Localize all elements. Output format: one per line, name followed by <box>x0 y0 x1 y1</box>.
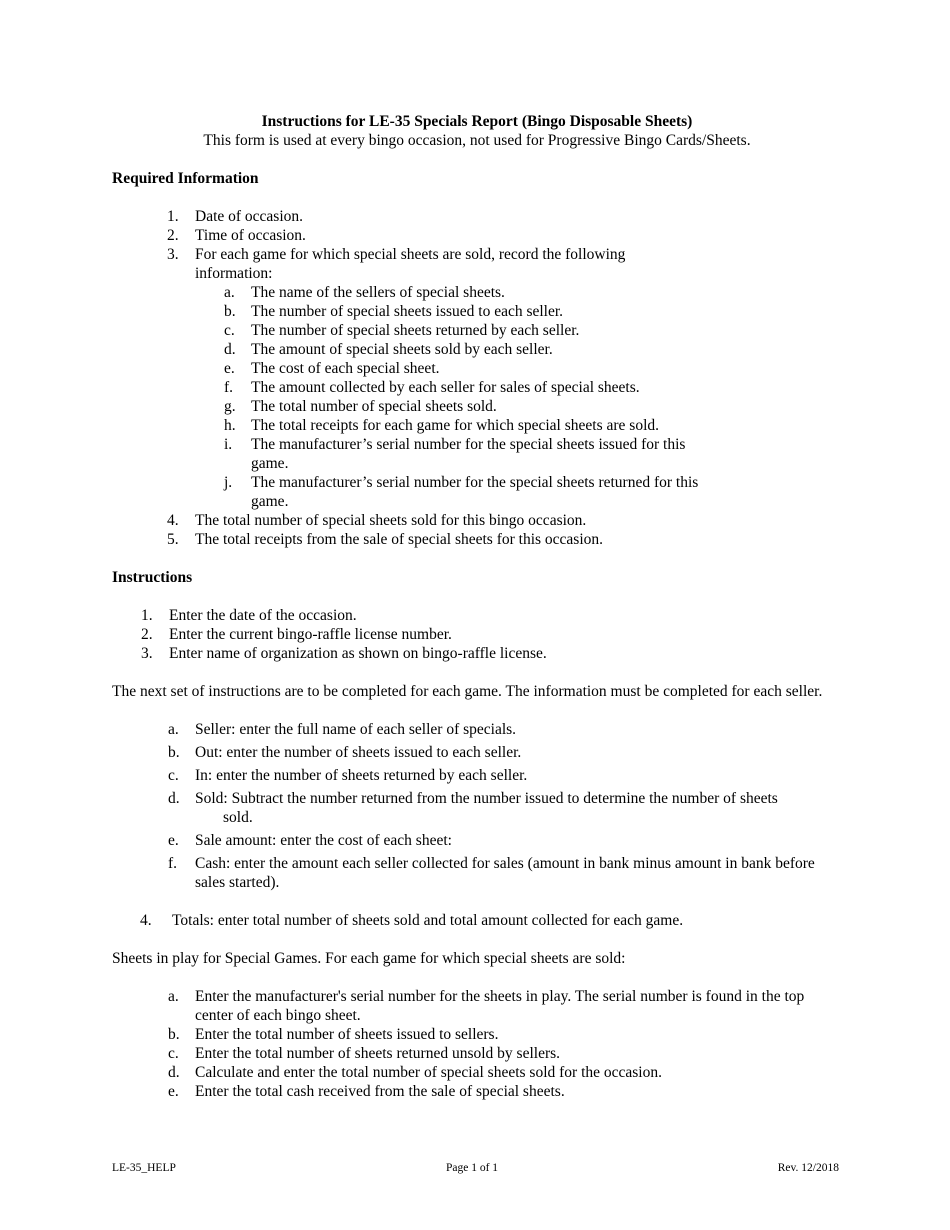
totals-instruction: 4. Totals: enter total number of sheets sold and total amount collected for each game. <box>140 912 684 929</box>
list-item: a. Enter the manufacturer's serial number for the sheets in play. The serial number is found in the top center of each bingo sheet. <box>168 988 805 1024</box>
instructions-heading: Instructions <box>112 569 193 586</box>
list-item: d. The amount of special sheets sold by each seller. <box>224 341 553 358</box>
list-item: f. The amount collected by each seller for sales of special sheets. <box>224 379 640 396</box>
document-title: Instructions for LE-35 Specials Report (Bingo Disposable Sheets) <box>261 113 693 130</box>
list-item: g. The total number of special sheets sold. <box>224 398 497 415</box>
document-subtitle: This form is used at every bingo occasion, not used for Progressive Bingo Cards/Sheets. <box>203 132 751 149</box>
list-item: 3. Enter name of organization as shown on bingo-raffle license. <box>141 645 547 662</box>
instructions-list <box>112 606 842 663</box>
list-item: e. The cost of each special sheet. <box>224 360 440 377</box>
list-item: d. Sold: Subtract the number returned from the number issued to determine the number of sheets sold. <box>168 790 778 826</box>
list-item: a. Seller: enter the full name of each seller of specials. <box>168 721 517 738</box>
page-number: Page 1 of 1 <box>446 1162 499 1174</box>
list-item: j. The manufacturer’s serial number for the special sheets returned for this game. <box>224 474 699 510</box>
required-info-heading: Required Information <box>112 170 259 187</box>
list-item: i. The manufacturer’s serial number for the special sheets issued for this game. <box>224 436 686 472</box>
list-item: 2. Enter the current bingo-raffle license number. <box>141 626 452 643</box>
list-item: 1. Enter the date of the occasion. <box>141 607 357 624</box>
list-item: b. Out: enter the number of sheets issued to each seller. <box>168 744 522 761</box>
document-page <box>112 112 842 1117</box>
list-item: f. Cash: enter the amount each seller collected for sales (amount in bank minus amount in bank before sales started). <box>168 855 815 891</box>
per-game-paragraph: The next set of instructions are to be completed for each game. The information must be completed for each seller. <box>112 683 823 700</box>
list-item: 3. For each game for which special sheets are sold, record the following information: <box>167 246 626 282</box>
list-item: 5. The total receipts from the sale of special sheets for this occasion. <box>167 531 604 548</box>
list-item: d. Calculate and enter the total number of special sheets sold for the occasion. <box>168 1064 662 1081</box>
list-item: 1. Date of occasion. <box>167 208 304 225</box>
list-item: b. The number of special sheets issued to each seller. <box>224 303 564 320</box>
sheets-in-play-intro: Sheets in play for Special Games. For each game for which special sheets are sold: <box>112 950 626 967</box>
list-item: 4. The total number of special sheets sold for this bingo occasion. <box>167 512 587 529</box>
required-info-list-cont <box>112 511 842 549</box>
list-item: e. Sale amount: enter the cost of each sheet: <box>168 832 452 849</box>
required-info-list <box>112 207 842 283</box>
revision-date: Rev. 12/2018 <box>777 1162 839 1174</box>
seller-instructions-list <box>112 720 842 892</box>
list-item: e. Enter the total cash received from the sale of special sheets. <box>168 1083 565 1100</box>
required-info-sublist <box>112 283 842 511</box>
list-item: h. The total receipts for each game for which special sheets are sold. <box>224 417 659 434</box>
sheets-in-play-list <box>112 987 842 1101</box>
list-item: c. In: enter the number of sheets returned by each seller. <box>168 767 528 784</box>
list-item: b. Enter the total number of sheets issued to sellers. <box>168 1026 499 1043</box>
list-item: c. The number of special sheets returned by each seller. <box>224 322 580 339</box>
list-item: a. The name of the sellers of special sheets. <box>224 284 505 301</box>
form-code: LE-35_HELP <box>112 1162 176 1174</box>
list-item: c. Enter the total number of sheets returned unsold by sellers. <box>168 1045 561 1062</box>
list-item: 2. Time of occasion. <box>167 227 306 244</box>
